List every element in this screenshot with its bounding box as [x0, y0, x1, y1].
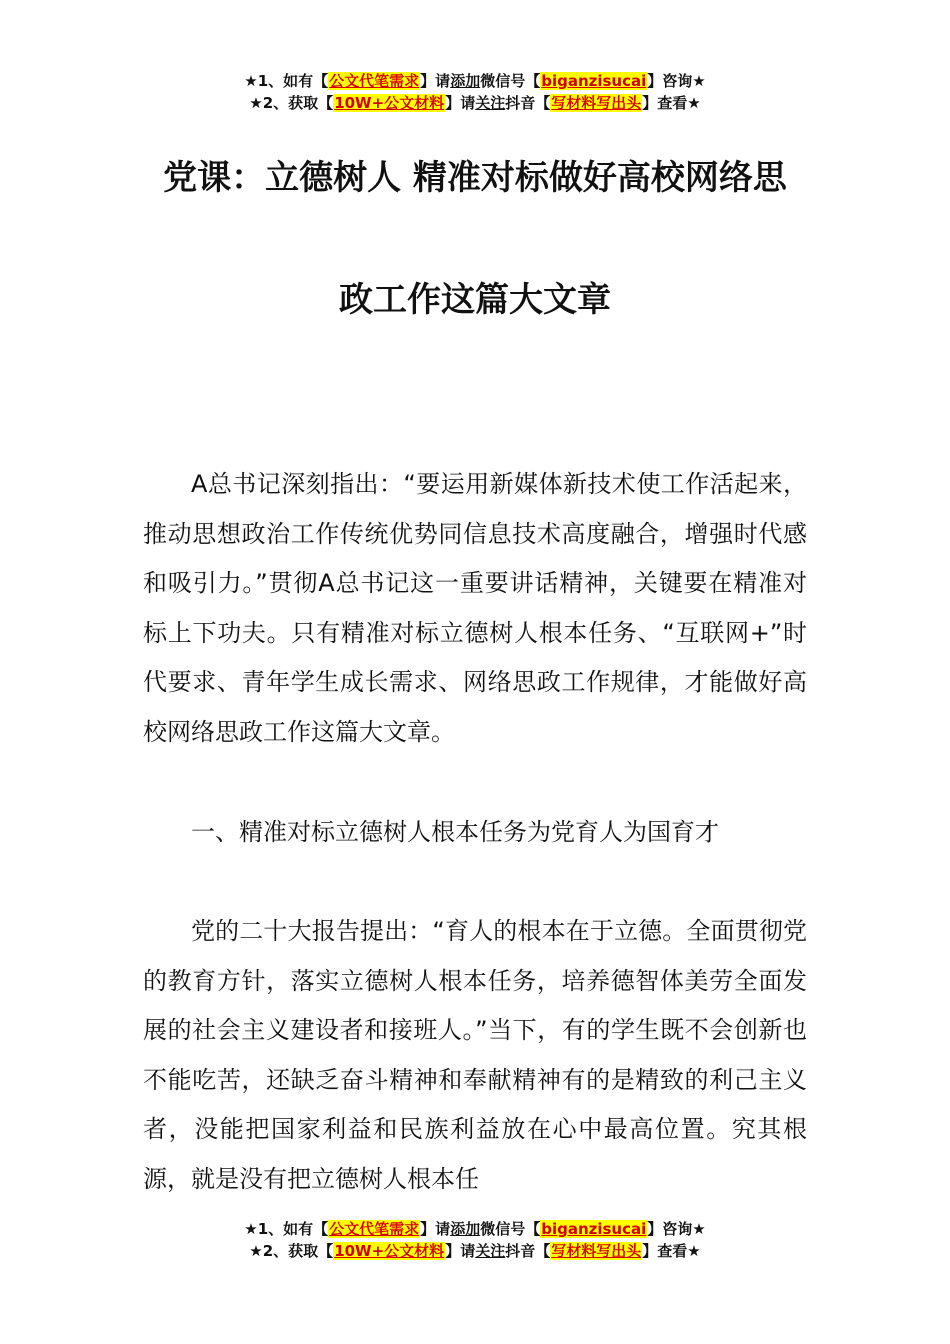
banner-text: ★1、如有【 — [244, 1220, 329, 1238]
highlight-materials: 10W+公文材料 — [334, 94, 445, 112]
banner-line-1 — [0, 70, 950, 92]
banner-text: 抖音【 — [505, 94, 551, 112]
banner-text: 抖音【 — [505, 1242, 551, 1260]
document-title-line-1: 党课：立德树人 精准对标做好高校网络思 — [163, 158, 787, 198]
highlight-douyin-account: 写材料写出头 — [551, 1242, 642, 1260]
banner-text: 】请 — [445, 1242, 476, 1260]
banner-text: ★2、获取【 — [249, 94, 334, 112]
body-paragraph: A总书记深刻指出：“要运用新媒体新技术使工作活起来，推动思想政治工作传统优势同信息技术高度融合，增强时代感和吸引力。”贯彻A总书记这一重要讲话精神，关键要在精准对标上下功夫。只有精准对标立德树人根本任务、“互联网+”时代要求、青年学生成长需求、网络思政工作规律，才能做好高校网络思政工作这篇大文章。 — [143, 470, 807, 746]
banner-text: 微信号【 — [480, 72, 541, 90]
banner-text: 】请 — [420, 1220, 451, 1238]
banner-text: 】咨询★ — [647, 72, 706, 90]
banner-underlined: 添加 — [450, 72, 481, 90]
header-banner — [0, 70, 950, 114]
banner-text: ★1、如有【 — [244, 72, 329, 90]
banner-text: ★2、获取【 — [249, 1242, 334, 1260]
banner-text: 】咨询★ — [647, 1220, 706, 1238]
banner-line-1 — [0, 1218, 950, 1240]
banner-underlined: 添加 — [450, 1220, 481, 1238]
highlight-service: 公文代笔需求 — [329, 72, 420, 90]
highlight-service: 公文代笔需求 — [329, 1220, 420, 1238]
banner-text: 】请 — [445, 94, 476, 112]
banner-line-2 — [0, 1240, 950, 1262]
banner-text: 】请 — [420, 72, 451, 90]
banner-underlined: 关注 — [475, 1242, 506, 1260]
body-paragraph: 党的二十大报告提出：“育人的根本在于立德。全面贯彻党的教育方针，落实立德树人根本任务，培养德智体美劳全面发展的社会主义建设者和接班人。”当下，有的学生既不会创新也不能吃苦，还缺乏奋斗精神和奉献精神有的是精致的利己主义者，没能把国家利益和民族利益放在心中最高位置。究其根源，就是没有把立德树人根本任 — [143, 917, 807, 1193]
banner-text: 微信号【 — [480, 1220, 541, 1238]
highlight-wechat-id: biganzisucai — [541, 1220, 647, 1238]
banner-text: 】查看★ — [642, 1242, 701, 1260]
banner-underlined: 关注 — [475, 94, 506, 112]
document-title-line-2: 政工作这篇大文章 — [339, 280, 611, 320]
highlight-douyin-account: 写材料写出头 — [551, 94, 642, 112]
banner-text: 】查看★ — [642, 94, 701, 112]
highlight-materials: 10W+公文材料 — [334, 1242, 445, 1260]
banner-line-2 — [0, 92, 950, 114]
section-heading: 一、精准对标立德树人根本任务为党育人为国育才 — [191, 818, 719, 846]
footer-banner — [0, 1218, 950, 1262]
highlight-wechat-id: biganzisucai — [541, 72, 647, 90]
